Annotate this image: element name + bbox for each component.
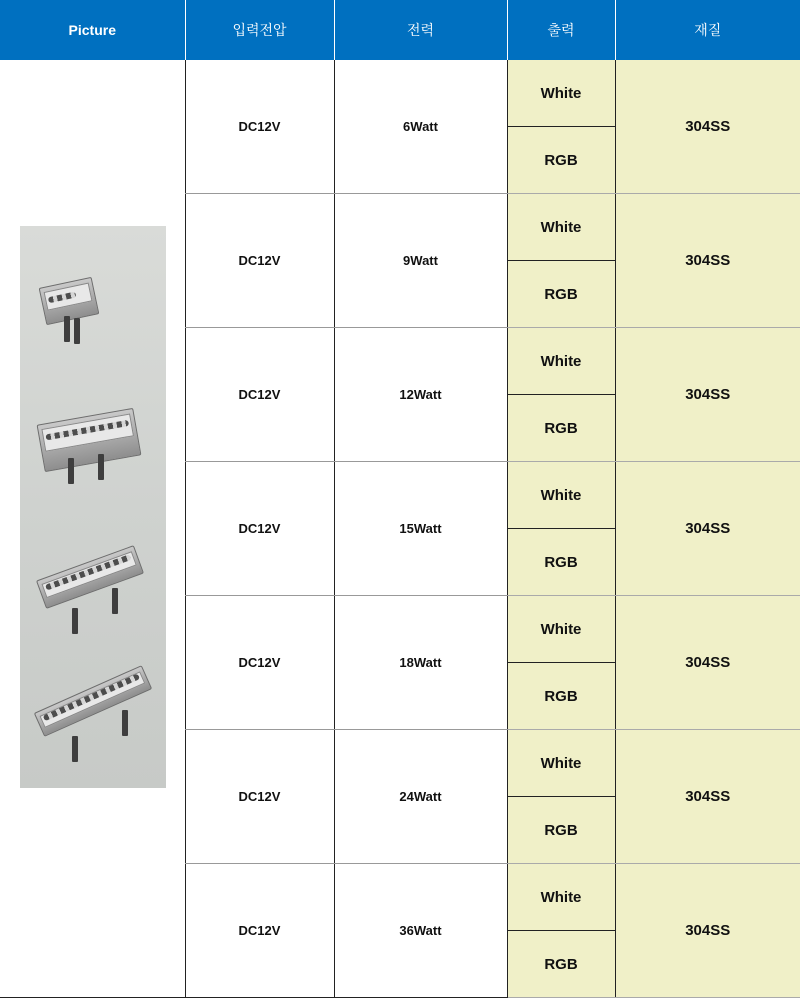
- fixture-bracket: [122, 710, 128, 736]
- power-cell: 15Watt: [334, 462, 507, 596]
- power-cell: 6Watt: [334, 60, 507, 194]
- material-cell: 304SS: [615, 60, 800, 194]
- fixture-bracket: [112, 588, 118, 614]
- fixture-bracket: [98, 454, 104, 480]
- output-cell-white: White: [507, 730, 615, 797]
- header-row: [0, 0, 800, 60]
- header-input-voltage: 입력전압: [185, 0, 334, 60]
- output-cell-white: White: [507, 328, 615, 395]
- fixture-bracket: [64, 316, 70, 342]
- material-cell: 304SS: [615, 596, 800, 730]
- header-material: 재질: [615, 0, 800, 60]
- power-cell: 36Watt: [334, 864, 507, 998]
- output-cell-white: White: [507, 462, 615, 529]
- power-cell: 18Watt: [334, 596, 507, 730]
- output-cell-rgb: RGB: [507, 797, 615, 864]
- voltage-cell: DC12V: [185, 328, 334, 462]
- material-cell: 304SS: [615, 194, 800, 328]
- power-cell: 24Watt: [334, 730, 507, 864]
- fixture-bracket: [72, 736, 78, 762]
- header-output: 출력: [507, 0, 615, 60]
- voltage-cell: DC12V: [185, 596, 334, 730]
- voltage-cell: DC12V: [185, 462, 334, 596]
- material-cell: 304SS: [615, 462, 800, 596]
- output-cell-white: White: [507, 864, 615, 931]
- fixture-image-4: [34, 665, 152, 737]
- header-power: 전력: [334, 0, 507, 60]
- output-cell-white: White: [507, 60, 615, 127]
- voltage-cell: DC12V: [185, 60, 334, 194]
- material-cell: 304SS: [615, 864, 800, 998]
- fixture-image-2: [37, 408, 142, 472]
- output-cell-rgb: RGB: [507, 663, 615, 730]
- power-cell: 9Watt: [334, 194, 507, 328]
- fixture-bracket: [72, 608, 78, 634]
- table-row: [0, 60, 800, 127]
- power-cell: 12Watt: [334, 328, 507, 462]
- material-cell: 304SS: [615, 730, 800, 864]
- fixture-image-3: [36, 545, 144, 609]
- material-cell: 304SS: [615, 328, 800, 462]
- output-cell-white: White: [507, 194, 615, 261]
- output-cell-rgb: RGB: [507, 931, 615, 998]
- voltage-cell: DC12V: [185, 864, 334, 998]
- output-cell-rgb: RGB: [507, 127, 615, 194]
- fixture-bracket: [74, 318, 80, 344]
- output-cell-rgb: RGB: [507, 395, 615, 462]
- fixture-bracket: [68, 458, 74, 484]
- voltage-cell: DC12V: [185, 730, 334, 864]
- output-cell-white: White: [507, 596, 615, 663]
- product-photo: [20, 226, 166, 788]
- output-cell-rgb: RGB: [507, 529, 615, 596]
- voltage-cell: DC12V: [185, 194, 334, 328]
- output-cell-rgb: RGB: [507, 261, 615, 328]
- header-picture: Picture: [0, 0, 185, 60]
